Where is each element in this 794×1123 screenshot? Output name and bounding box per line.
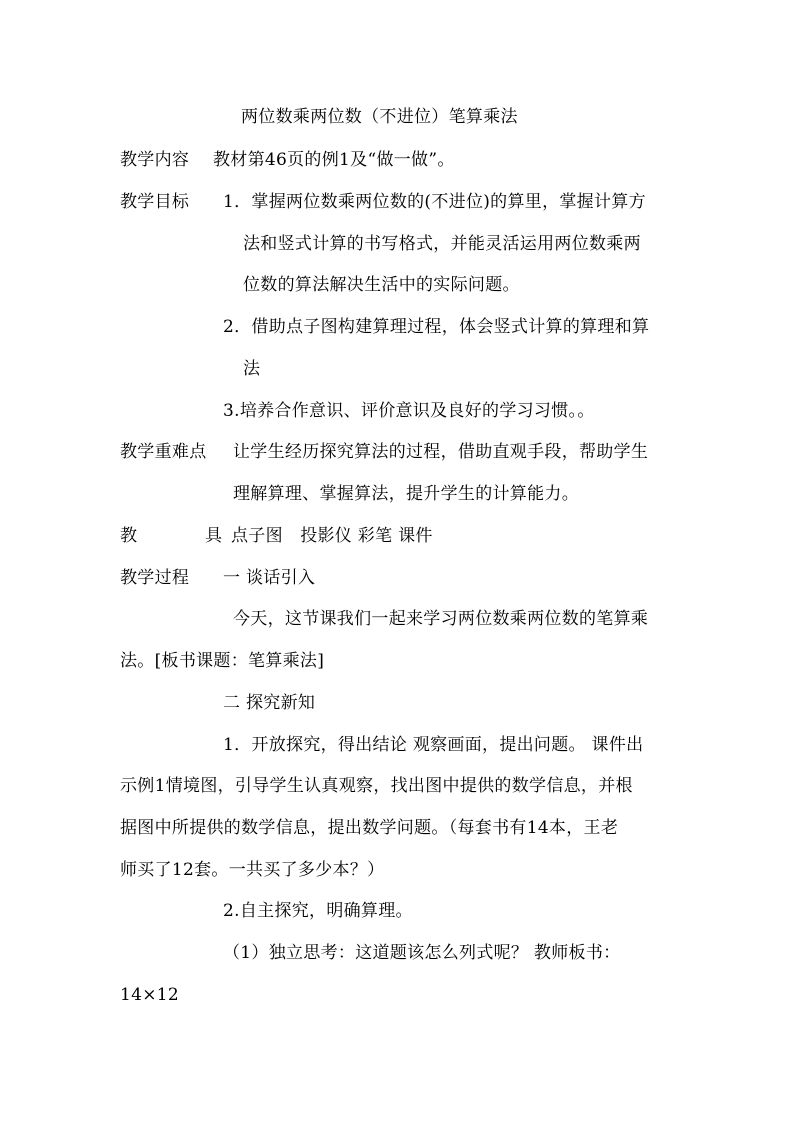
process-label: 教学过程 [120,568,190,588]
goals-label: 教学目标 [120,192,190,212]
step2-title: 二 探究新知 [223,693,316,713]
explore2-title: 2.自主探究，明确算理。 [223,901,413,921]
goal3: 3.培养合作意识、评价意识及良好的学习习惯。。 [223,401,595,421]
explore1-line3: 据图中所提供的数学信息，提出数学问题。（每套书有14本，王老 [120,818,619,838]
tools-label-b: 具 [205,526,223,546]
think-line: （1）独立思考：这道题该怎么列式呢？ 教师板书： [223,943,621,963]
goal1-line3: 位数的算法解决生活中的实际问题。 [243,275,520,295]
formula: 14×12 [120,985,180,1005]
content-label: 教学内容 [120,150,190,170]
explore1-line2: 示例1情境图，引导学生认真观察，找出图中提供的数学信息，并根 [120,776,633,796]
goal1-line1: 1．掌握两位数乘两位数的(不进位)的算里，掌握计算方 [223,192,646,212]
doc-title: 两位数乘两位数（不进位）笔算乘法 [241,107,518,127]
key-line1: 让学生经历探究算法的过程，借助直观手段，帮助学生 [233,442,649,462]
intro-line1: 今天，这节课我们一起来学习两位数乘两位数的笔算乘 [233,609,649,629]
key-line2: 理解算理、掌握算法，提升学生的计算能力。 [233,484,579,504]
tools-label-a: 教 [120,526,138,546]
goal1-line2: 法和竖式计算的书写格式，并能灵活运用两位数乘两 [243,234,641,254]
key-label: 教学重难点 [120,442,207,462]
explore1-line1: 1．开放探究，得出结论 观察画面，提出问题。 课件出 [223,735,644,755]
step1-title: 一 谈话引入 [223,568,316,588]
tools-text: 点子图 投影仪 彩笔 课件 [231,526,433,546]
goal2-line1: 2．借助点子图构建算理过程，体会竖式计算的算理和算 [223,317,650,337]
content-text: 教材第46页的例1及“做一做”。 [213,150,455,170]
explore1-line4: 师买了12套。一共买了多少本？） [120,860,385,880]
goal2-line2: 法 [243,359,261,379]
intro-line2: 法。[板书课题：笔算乘法] [120,651,325,671]
